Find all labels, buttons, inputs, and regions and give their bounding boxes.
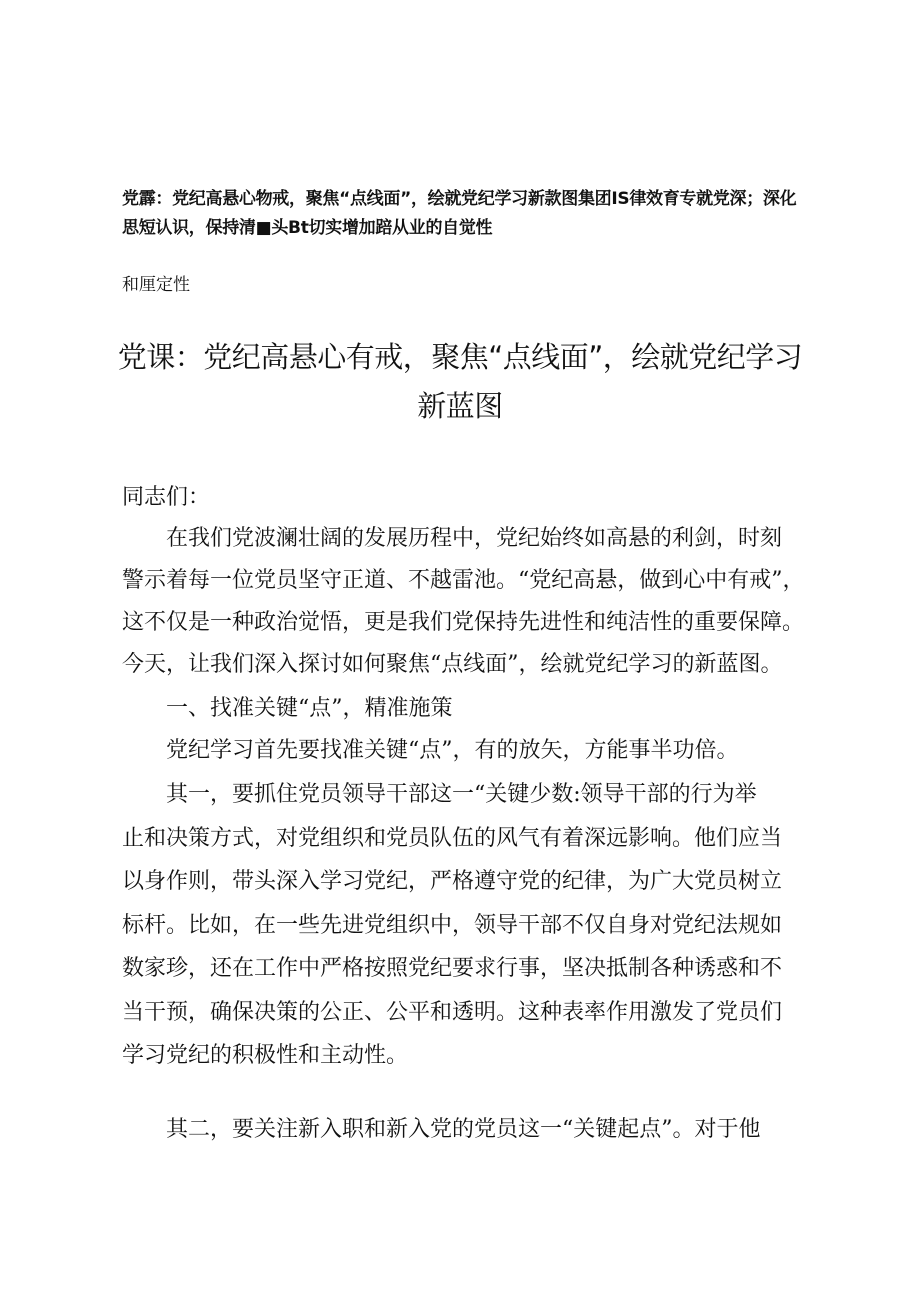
header-line-3: 和厘定性 (122, 275, 190, 295)
paragraph-4-line: 其二，要关注新入职和新入党的党员这一“关键起点”。对于他 (166, 1117, 761, 1142)
paragraph-3-line: 止和决策方式，对党组织和党员队伍的风气有着深远影响。他们应当 (122, 826, 783, 851)
paragraph-2: 党纪学习首先要找准关键“点”，有的放矢，方能事半功倍。 (166, 738, 739, 763)
paragraph-3-line: 数家珍，还在工作中严格按照党纪要求行事，坚决抵制各种诱惑和不 (122, 956, 783, 981)
paragraph-1-line: 今天，让我们深入探讨如何聚焦“点线面”，绘就党纪学习的新蓝图。 (122, 652, 783, 677)
paragraph-3-line: 学习党纪的积极性和主动性。 (122, 1043, 409, 1068)
document-title-line-1: 党课：党纪高悬心有戒，聚焦“点线面”，绘就党纪学习 (117, 340, 803, 374)
paragraph-3-line: 以身作则，带头深入学习党纪，严格遵守党的纪律，为广大党员树立 (122, 869, 783, 894)
paragraph-1-line: 警示着每一位党员坚守正道、不越雷池。“党纪高悬，做到心中有戒”， (122, 568, 805, 593)
paragraph-1-line: 这不仅是一种政治觉悟，更是我们党保持先进性和纯洁性的重要保障。 (122, 610, 805, 635)
document-title-line-2: 新蓝图 (417, 389, 503, 423)
salutation: 同志们： (122, 485, 211, 510)
paragraph-3-line: 标杆。比如，在一些先进党组织中，领导干部不仅自身对党纪法规如 (122, 913, 783, 938)
paragraph-3-line: 当干预，确保决策的公正、公平和透明。这种表率作用激发了党员们 (122, 1000, 783, 1025)
header-line-1: 党霹：党纪高悬心物戒，聚焦“点线面”，绘就党纪学习新款图集团IS律效育专就党深；深化 (122, 189, 797, 209)
section-heading: 一、找准关键“点”，精准施策 (166, 696, 453, 721)
header-line-2: 思短认识，保持清■头Bt切实增加踣从业的自觉性 (122, 218, 493, 238)
paragraph-1-line: 在我们党波澜壮阔的发展历程中，党纪始终如高悬的利剑，时刻 (166, 526, 783, 551)
paragraph-3-line: 其一，要抓住党员领导干部这一“关键少数:领导干部的行为举 (166, 782, 757, 807)
